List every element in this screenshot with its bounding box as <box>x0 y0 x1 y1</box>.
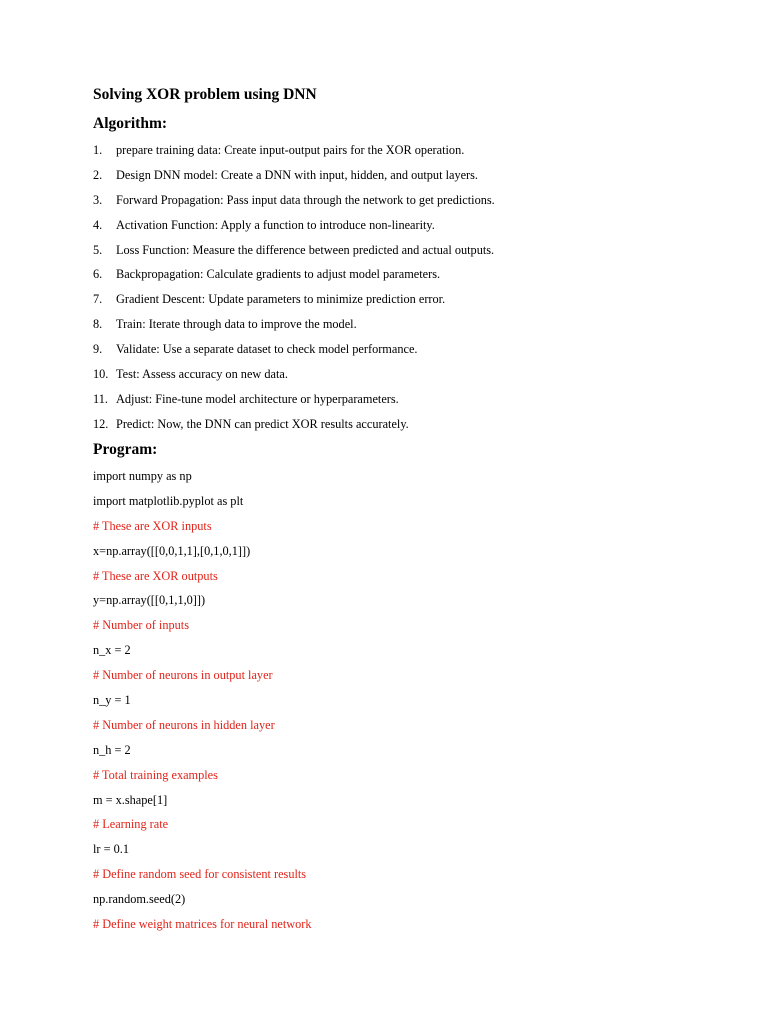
algorithm-steps-list <box>93 141 495 440</box>
algorithm-step <box>93 315 495 340</box>
algorithm-step-number: 1. <box>93 143 103 157</box>
algorithm-step-text: prepare training data: Create input-output pairs for the XOR operation. <box>116 143 465 157</box>
document-title: Solving XOR problem using DNN <box>93 86 317 103</box>
code-line: import numpy as np <box>93 469 192 483</box>
code-comment-line: # Total training examples <box>93 767 218 782</box>
algorithm-step-number: 8. <box>93 317 103 332</box>
algorithm-step-text: Gradient Descent: Update parameters to minimize prediction error. <box>116 292 446 307</box>
algorithm-step-text: Test: Assess accuracy on new data. <box>116 367 288 382</box>
algorithm-step <box>93 241 495 266</box>
algorithm-step <box>93 290 495 315</box>
program-code-block <box>93 467 312 940</box>
code-line: lr = 0.1 <box>93 842 129 857</box>
algorithm-step-text: Validate: Use a separate dataset to check model performance. <box>116 342 418 357</box>
algorithm-step-number: 9. <box>93 342 103 357</box>
algorithm-step-text: Activation Function: Apply a function to introduce non-linearity. <box>116 217 435 232</box>
algorithm-step-number: 11. <box>93 391 108 406</box>
algorithm-step-number: 10. <box>93 367 109 382</box>
code-comment-line: # Number of neurons in hidden layer <box>93 717 275 732</box>
algorithm-step-number: 5. <box>93 242 103 257</box>
algorithm-step-number: 2. <box>93 167 103 182</box>
code-comment-line: # Define random seed for consistent results <box>93 867 307 882</box>
algorithm-step-number: 6. <box>93 267 103 282</box>
code-line: n_h = 2 <box>93 742 131 757</box>
algorithm-step-text: Design DNN model: Create a DNN with input, hidden, and output layers. <box>116 167 479 182</box>
code-comment-line: # Number of inputs <box>93 618 189 633</box>
algorithm-step <box>93 265 495 290</box>
algorithm-step-number: 3. <box>93 192 103 207</box>
algorithm-step <box>93 141 495 166</box>
code-line: n_x = 2 <box>93 643 131 658</box>
code-line: np.random.seed(2) <box>93 892 186 907</box>
code-comment-line: # Number of neurons in output layer <box>93 668 273 683</box>
algorithm-step <box>93 340 495 365</box>
algorithm-step-text: Predict: Now, the DNN can predict XOR results accurately. <box>116 416 409 431</box>
code-comment-line: # Learning rate <box>93 817 169 832</box>
code-comment-line: # Define weight matrices for neural network <box>93 917 312 932</box>
code-line: x=np.array([[0,0,1,1],[0,1,0,1]]) <box>93 543 251 558</box>
algorithm-step <box>93 365 495 390</box>
algorithm-step-text: Forward Propagation: Pass input data through the network to get predictions. <box>116 192 495 207</box>
algorithm-step-number: 12. <box>93 416 109 431</box>
algorithm-step-text: Adjust: Fine-tune model architecture or hyperparameters. <box>116 391 399 406</box>
code-line: y=np.array([[0,1,1,0]]) <box>93 593 206 608</box>
algorithm-heading: Algorithm: <box>93 115 168 132</box>
algorithm-step-text: Train: Iterate through data to improve the model. <box>116 317 357 332</box>
algorithm-step <box>93 191 495 216</box>
algorithm-step <box>93 390 495 415</box>
program-heading: Program: <box>93 441 158 458</box>
algorithm-step-number: 4. <box>93 217 103 232</box>
code-comment-line: # These are XOR inputs <box>93 518 212 533</box>
algorithm-step-text: Loss Function: Measure the difference between predicted and actual outputs. <box>116 242 495 257</box>
algorithm-step-number: 7. <box>93 292 103 307</box>
code-line: n_y = 1 <box>93 693 131 708</box>
code-line: import matplotlib.pyplot as plt <box>93 493 244 508</box>
code-line: m = x.shape[1] <box>93 792 168 807</box>
algorithm-step-text: Backpropagation: Calculate gradients to adjust model parameters. <box>116 267 441 282</box>
algorithm-step <box>93 166 495 191</box>
algorithm-step <box>93 415 495 440</box>
algorithm-step <box>93 216 495 241</box>
code-comment-line: # These are XOR outputs <box>93 568 218 583</box>
